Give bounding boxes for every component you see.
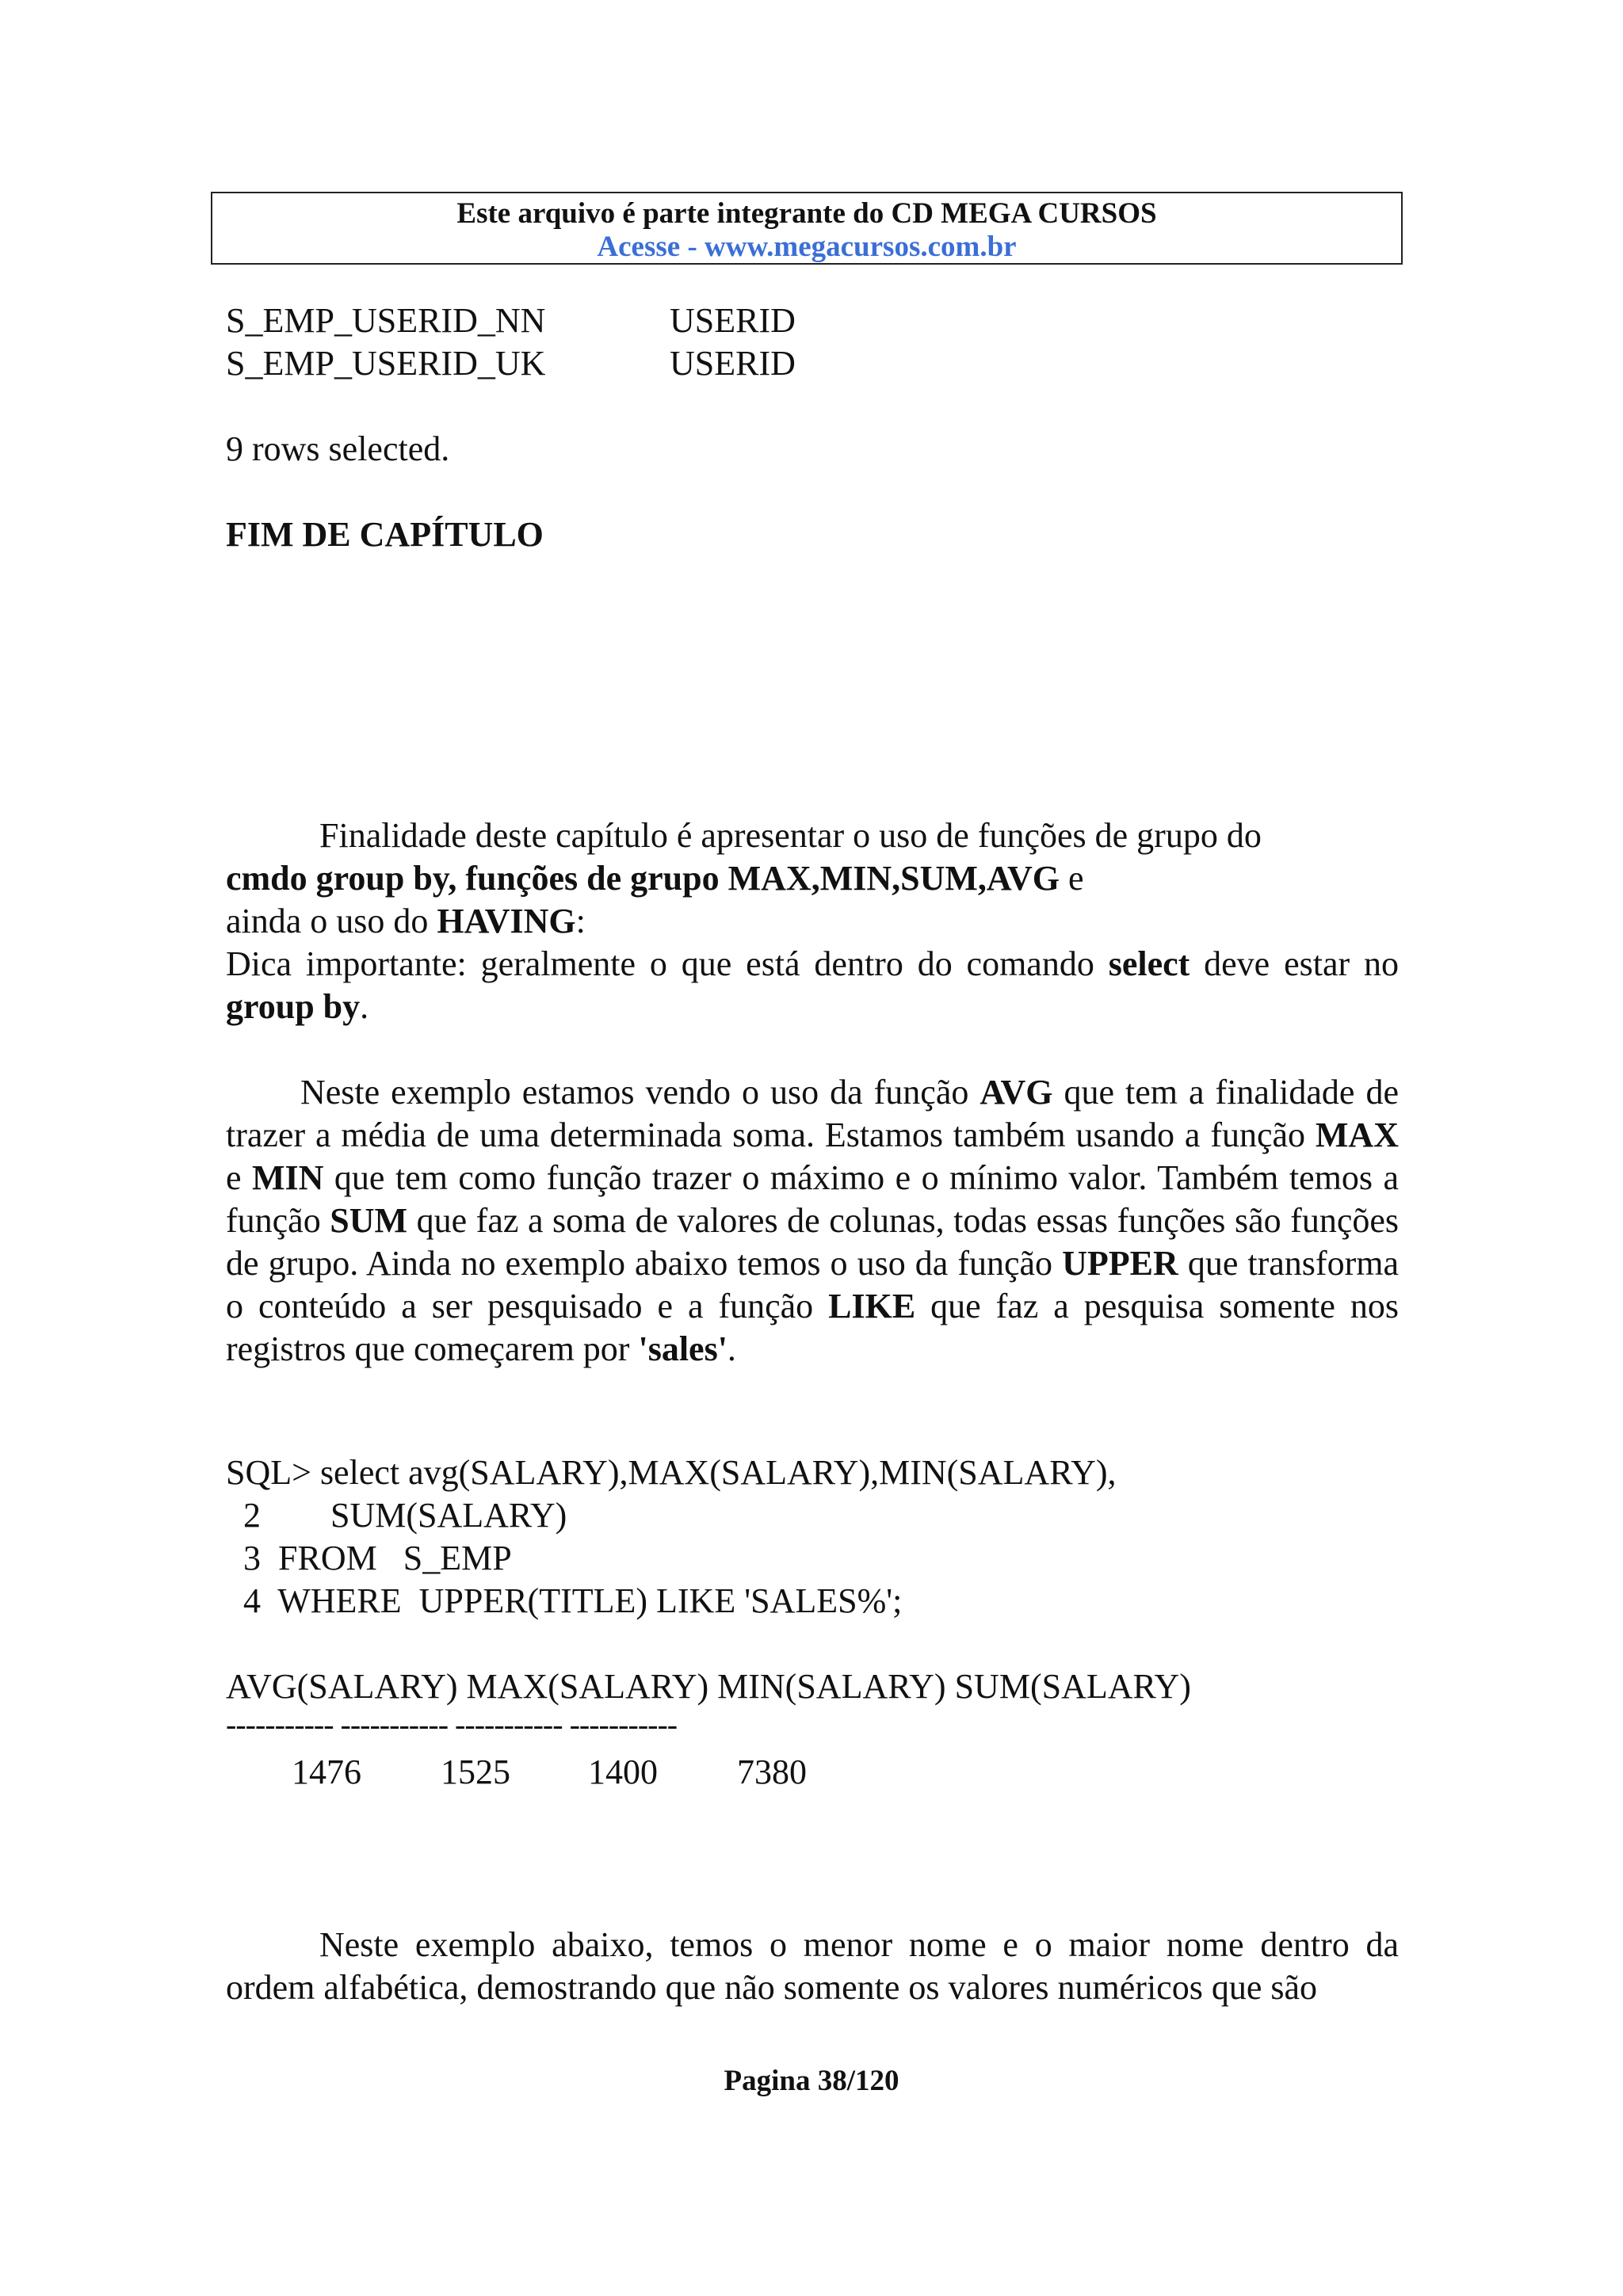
header-title: Este arquivo é parte integrante do CD MEGA CURSOS — [456, 197, 1157, 230]
document-header-box — [211, 192, 1403, 265]
constraint-column-1: USERID — [670, 301, 796, 340]
result-value-sum: 7380 — [737, 1753, 807, 1791]
result-value-max: 1525 — [441, 1753, 510, 1791]
result-value-min: 1400 — [588, 1753, 658, 1791]
result-header: AVG(SALARY) MAX(SALARY) MIN(SALARY) SUM(SALARY) — [226, 1667, 1191, 1706]
example2-paragraph: Neste exemplo abaixo, temos o menor nome e o maior nome dentro da ordem alfabética, demostrando que não somente os valores numéricos que são — [226, 1925, 1399, 2007]
constraint-column-2: USERID — [670, 344, 796, 383]
intro-line-3: ainda o uso do HAVING: — [226, 902, 586, 940]
intro-line-2: cmdo group by, funções de grupo MAX,MIN,SUM,AVG e — [226, 859, 1084, 898]
rows-selected-text: 9 rows selected. — [226, 429, 450, 468]
example1-paragraph: Neste exemplo estamos vendo o uso da função AVG que tem a finalidade de trazer a média de uma determinada soma. Estamos também usando a função MAX e MIN que tem como função trazer o máximo e o mínimo valor. Também temos a função SUM que faz a soma de valores de colunas, todas essas funções são funções de grupo. Ainda no exemplo abaixo temos o uso da função UPPER que transforma o conteúdo a ser pesquisado e a função LIKE que faz a pesquisa somente nos registros que começarem por 'sales'. — [226, 1073, 1399, 1368]
tip-paragraph: Dica importante: geralmente o que está dentro do comando select deve estar no group by. — [226, 944, 1399, 1026]
chapter-end-heading: FIM DE CAPÍTULO — [226, 515, 544, 554]
result-separator: ----------- ----------- ----------- ----------- — [226, 1707, 678, 1742]
result-value-avg: 1476 — [292, 1753, 361, 1791]
page-number: Pagina 38/120 — [724, 2065, 899, 2097]
sql-line-4: 4 WHERE UPPER(TITLE) LIKE 'SALES%'; — [226, 1581, 903, 1620]
sql-line-3: 3 FROM S_EMP — [226, 1539, 512, 1577]
constraint-name-2: S_EMP_USERID_UK — [226, 344, 546, 383]
header-link[interactable]: Acesse - www.megacursos.com.br — [597, 231, 1017, 263]
constraint-name-1: S_EMP_USERID_NN — [226, 301, 546, 340]
sql-line-2: 2 SUM(SALARY) — [226, 1496, 567, 1535]
intro-line-1: Finalidade deste capítulo é apresentar o uso de funções de grupo do — [319, 816, 1262, 855]
sql-line-1: SQL> select avg(SALARY),MAX(SALARY),MIN(SALARY), — [226, 1453, 1117, 1492]
